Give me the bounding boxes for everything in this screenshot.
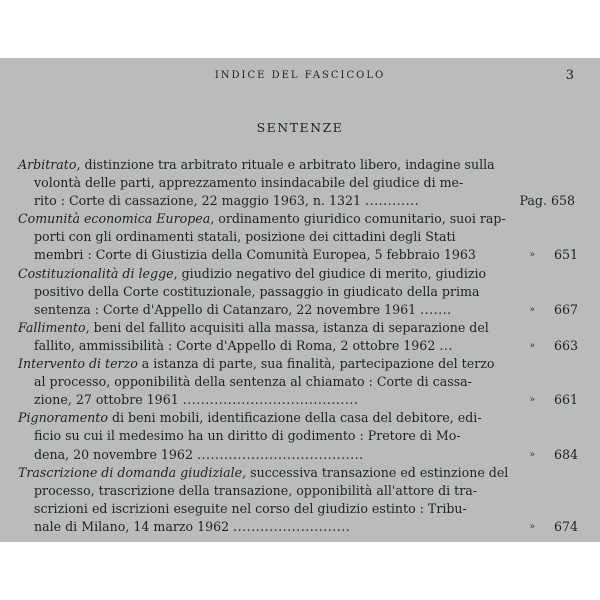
entry-text: a istanza di parte, sua finalità, partecipazione del terzo bbox=[137, 356, 495, 372]
leader-dots: .......................... bbox=[233, 518, 351, 534]
entry-term: Trascrizione di domanda giudiziale bbox=[18, 464, 243, 480]
entry-text: dena, 20 novembre 1962 bbox=[34, 446, 193, 462]
entry-page: 661 bbox=[553, 392, 578, 408]
leader-dots: ....... bbox=[420, 301, 452, 317]
entry-text: porti con gli ordinamenti statali, posizione dei cittadini degli Stati bbox=[34, 229, 456, 245]
index-page bbox=[0, 58, 600, 542]
entry-term: Fallimento bbox=[18, 319, 86, 335]
entry-line bbox=[0, 210, 600, 228]
entry-line bbox=[0, 156, 600, 174]
entry-line bbox=[0, 409, 600, 427]
entry-page: 674 bbox=[553, 518, 578, 534]
entry-text: sentenza : Corte d'Appello di Catanzaro, 22 novembre 1961 bbox=[34, 301, 417, 317]
ditto-mark: » bbox=[529, 340, 535, 351]
index-entry bbox=[0, 319, 600, 355]
entry-page: 684 bbox=[553, 446, 578, 462]
entry-text: scrizioni ed iscrizioni eseguite nel corso del giudizio estinto : Tribu- bbox=[34, 500, 467, 516]
entry-line bbox=[0, 500, 600, 518]
entry-term: Comunità economica Europea bbox=[18, 211, 211, 227]
index-entry bbox=[0, 355, 600, 409]
entry-line bbox=[0, 192, 600, 210]
entry-text: fallito, ammissibilità : Corte d'Appello di Roma, 2 ottobre 1962 bbox=[34, 337, 436, 353]
entry-text: zione, 27 ottobre 1961 bbox=[34, 392, 179, 408]
index-entry bbox=[0, 265, 600, 319]
ditto-mark: » bbox=[529, 449, 535, 460]
entry-line bbox=[0, 464, 600, 482]
section-title: SENTENZE bbox=[256, 120, 344, 135]
entry-page: 667 bbox=[553, 301, 578, 317]
entry-text: positivo della Corte costituzionale, passaggio in giudicato della prima bbox=[34, 283, 480, 299]
entry-text: , ordinamento giuridico comunitario, suoi rap- bbox=[210, 211, 506, 227]
entry-text: , giudizio negativo del giudice di merito, giudizio bbox=[173, 265, 487, 281]
entry-text: processo, trascrizione della transazione, opponibilità all'attore di tra- bbox=[34, 482, 478, 498]
entry-line bbox=[0, 301, 600, 319]
leader-dots: ............ bbox=[365, 193, 420, 209]
index-entry bbox=[0, 210, 600, 264]
entry-line bbox=[0, 283, 600, 301]
entry-page: 663 bbox=[553, 337, 578, 353]
entry-term: Pignoramento bbox=[18, 410, 108, 426]
ditto-mark: » bbox=[529, 304, 535, 315]
ditto-mark: » bbox=[529, 250, 535, 261]
entry-line bbox=[0, 391, 600, 409]
leader-dots: ..................................... bbox=[196, 446, 364, 462]
entry-term: Costituzionalità di legge bbox=[18, 265, 174, 281]
page-number: 3 bbox=[565, 68, 574, 83]
entry-line bbox=[0, 373, 600, 391]
entry-text: di beni mobili, identificazione della casa del debitore, edi- bbox=[107, 410, 482, 426]
entry-line bbox=[0, 446, 600, 464]
entry-line bbox=[0, 355, 600, 373]
entry-line bbox=[0, 482, 600, 500]
entry-line bbox=[0, 319, 600, 337]
entry-line bbox=[0, 246, 600, 264]
entry-line bbox=[0, 518, 600, 536]
entry-text: nale di Milano, 14 marzo 1962 bbox=[34, 518, 230, 534]
index-entry bbox=[0, 156, 600, 210]
entry-text: membri : Corte di Giustizia della Comunità Europea, 5 febbraio 1963 bbox=[34, 247, 476, 263]
leader-dots: ... bbox=[439, 337, 453, 353]
entry-line bbox=[0, 427, 600, 445]
entry-text: rito : Corte di cassazione, 22 maggio 1963, n. 1321 bbox=[34, 193, 362, 209]
entry-text: , successiva transazione ed estinzione del bbox=[242, 464, 509, 480]
entry-page: Pag. 658 bbox=[519, 193, 575, 209]
entry-line bbox=[0, 337, 600, 355]
page-header bbox=[0, 68, 600, 84]
index-entry bbox=[0, 409, 600, 463]
ditto-mark: » bbox=[529, 521, 535, 532]
index-entry bbox=[0, 464, 600, 536]
entry-term: Arbitrato bbox=[18, 157, 77, 172]
entry-term: Intervento di terzo bbox=[18, 356, 138, 372]
entry-text: ficio su cui il medesimo ha un diritto di godimento : Pretore di Mo- bbox=[34, 428, 461, 444]
leader-dots: ....................................... bbox=[182, 392, 359, 408]
ditto-mark: » bbox=[529, 395, 535, 406]
entry-line bbox=[0, 265, 600, 283]
entry-page: 651 bbox=[553, 247, 578, 263]
entry-text: , distinzione tra arbitrato rituale e arbitrato libero, indagine sulla bbox=[76, 157, 495, 172]
header-title: INDICE DEL FASCICOLO bbox=[214, 70, 386, 81]
index-entries bbox=[0, 156, 600, 536]
entry-line bbox=[0, 228, 600, 246]
entry-text: volontà delle parti, apprezzamento insindacabile del giudice di me- bbox=[34, 175, 464, 191]
entry-text: , beni del fallito acquisiti alla massa, istanza di separazione del bbox=[85, 319, 489, 335]
entry-text: al processo, opponibilità della sentenza al chiamato : Corte di cassa- bbox=[34, 374, 472, 390]
entry-line bbox=[0, 174, 600, 192]
